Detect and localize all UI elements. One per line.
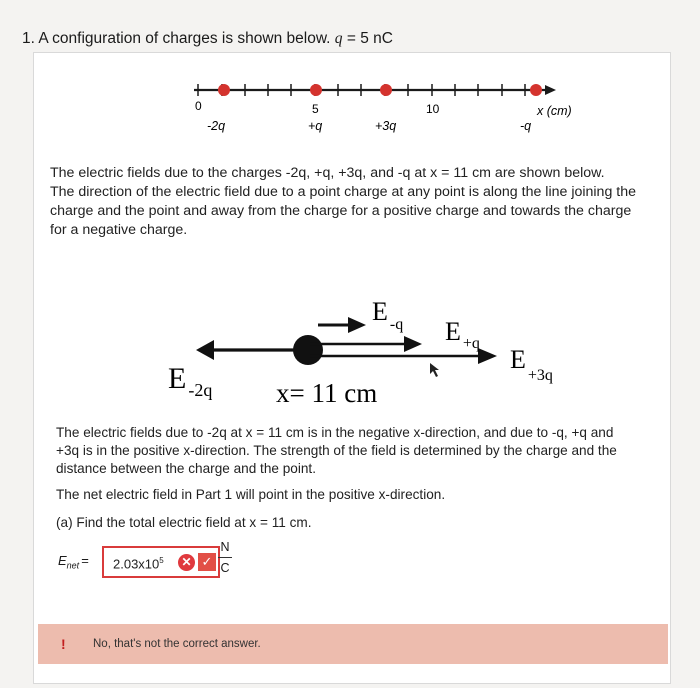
intro-line-4: for a negative charge.: [50, 222, 188, 238]
e-pos-3q-symbol: E: [510, 345, 526, 374]
e-pos-q-symbol: E: [445, 317, 461, 346]
part-a-question: (a) Find the total electric field at x = 11 cm.: [56, 515, 312, 530]
mouse-cursor-icon: [430, 363, 439, 377]
point-location-label: x= 11 cm: [276, 378, 378, 408]
answer-value[interactable]: [113, 556, 164, 571]
e-net-subscript: net: [66, 560, 80, 571]
incorrect-x-icon: ✕: [178, 554, 195, 571]
explanation-line-3: distance between the charge and the point.: [56, 461, 316, 476]
e-neg-2q-subscript: -2q: [188, 380, 213, 400]
answer-input[interactable]: [102, 546, 220, 578]
e-net-equals: =: [81, 553, 89, 568]
intro-line-3: charge and the point and away from the charge for a positive charge and towards the charge: [50, 203, 632, 219]
tick-label-10: 10: [426, 102, 440, 116]
net-direction-note: The net electric field in Part 1 will point in the positive x-direction.: [56, 487, 446, 502]
problem-statement: A configuration of charges is shown below.: [38, 30, 331, 47]
e-neg-2q-arrow: [196, 340, 310, 360]
charge-label-pos-3q: +3q: [375, 119, 397, 133]
axis-label-x-cm: x (cm): [537, 104, 572, 118]
charge-pos-3q-dot: [380, 84, 392, 96]
answer-mantissa: 2.03x10: [113, 556, 160, 572]
e-pos-3q-arrow: [318, 317, 366, 333]
explanation-paragraph: [56, 424, 676, 478]
field-vectors-diagram: [0, 260, 700, 420]
e-neg-q-arrow: [310, 336, 422, 352]
feedback-banner: [38, 624, 668, 664]
intro-line-2: The direction of the electric field due to a point charge at any point is along the line joining the: [50, 184, 637, 200]
explanation-line-2: +3q is in the positive x-direction. The strength of the field is determined by the charge and the: [56, 443, 617, 458]
svg-text:E-2q: [168, 362, 212, 400]
e-neg-q-symbol: E: [372, 297, 388, 326]
q-value: = 5 nC: [342, 30, 393, 47]
e-net-symbol: E: [58, 553, 67, 568]
svg-text:E+3q: [510, 345, 553, 384]
charge-label-pos-q: +q: [308, 119, 323, 133]
charge-label-neg-q: -q: [520, 119, 532, 133]
charge-number-line: [0, 0, 700, 150]
e-neg-q-subscript: -q: [389, 316, 404, 333]
e-neg-2q-symbol: E: [168, 362, 187, 395]
check-icon: ✓: [198, 553, 216, 571]
answer-exponent: 5: [159, 556, 164, 565]
e-net-label: [58, 553, 89, 571]
svg-text:E+q: [445, 317, 480, 352]
explanation-line-1: The electric fields due to -2q at x = 11 cm is in the negative x-direction, and due to -q, +q and: [56, 425, 614, 440]
intro-line-1: The electric fields due to the charges -2q, +q, +3q, and -q at x = 11 cm are shown below.: [50, 165, 605, 181]
charge-neg-2q-dot: [218, 84, 230, 96]
tick-label-5: 5: [312, 102, 319, 116]
feedback-message: No, that's not the correct answer.: [93, 638, 261, 650]
charge-neg-q-dot: [530, 84, 542, 96]
charge-pos-q-dot: [310, 84, 322, 96]
unit-numerator: N: [220, 540, 230, 554]
warning-icon: !: [61, 636, 66, 652]
problem-number: 1.: [22, 30, 35, 47]
unit-denominator: C: [220, 561, 230, 575]
e-pos-3q-subscript: +3q: [527, 367, 553, 384]
charge-label-neg-2q: -2q: [207, 119, 226, 133]
unit-fraction-bar: [218, 557, 232, 558]
q-symbol: q: [334, 30, 343, 47]
intro-paragraph: [50, 164, 680, 240]
svg-text:E-q: [372, 297, 403, 333]
tick-label-0: 0: [195, 99, 202, 113]
e-pos-q-subscript: +q: [462, 335, 480, 352]
point-x11-dot: [293, 335, 323, 365]
